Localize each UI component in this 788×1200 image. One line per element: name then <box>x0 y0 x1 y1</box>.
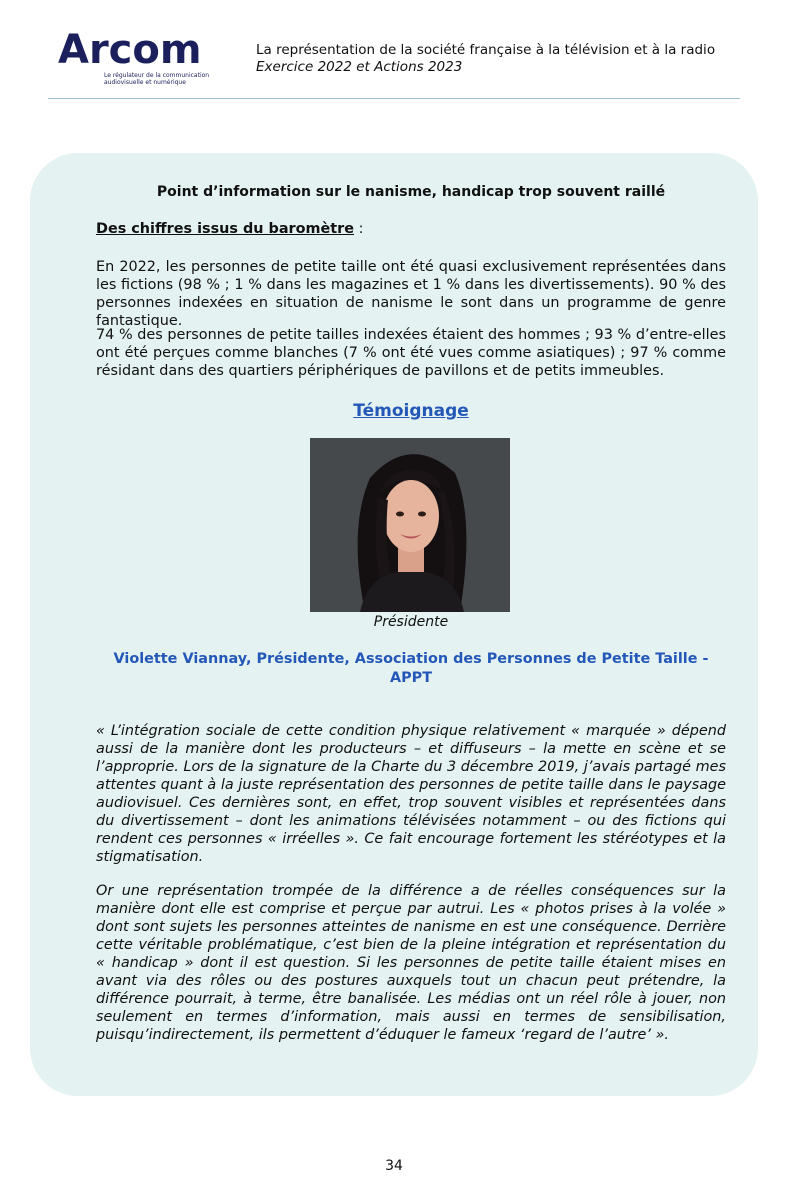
quote-paragraph-1: « L’intégration sociale de cette condition physique relativement « marquée » dépend aussi de la manière dont les producteurs – et diffuseurs – la mette en scène et se l’approprie. Lors de la signature de la Charte du 3 décembre 2019, j’avais partagé mes attentes quant à la juste représentation des personnes de petite taille dans le paysage audiovisuel. Ces dernières sont, en effet, trop souvent visibles et représentées dans du divertissement – dont les animations télévisées notamment – ou des fictions qui rendent ces personnes « irréelles ». Ce fait encourage fortement les stéréotypes et la stigmatisation. <box>96 723 726 865</box>
logo-tagline: Le régulateur de la communication audiovisuelle et numérique <box>104 72 210 86</box>
subheading-label: Des chiffres issus du baromètre <box>96 221 355 237</box>
paragraph-stats-1: En 2022, les personnes de petite taille ont été quasi exclusivement représentées dans les fictions (98 % ; 1 % dans les magazines et 1 % dans les divertissements). 90 % des personnes indexées en situation de nanisme le sont dans un programme de genre fantastique. <box>96 259 726 329</box>
paragraph-stats-2: 74 % des personnes de petite tailles indexées étaient des hommes ; 93 % d’entre-elles ont été perçues comme blanches (7 % ont été vues comme asiatiques) ; 97 % comme résidant dans des quartiers périphériques de pavillons et de petits immeubles. <box>96 327 726 379</box>
logo-wordmark: Arcom <box>58 27 202 73</box>
portrait-illustration <box>310 438 510 612</box>
subheading <box>96 220 726 238</box>
header-divider <box>48 98 740 99</box>
box-title: Point d’information sur le nanisme, handicap trop souvent raillé <box>156 184 666 200</box>
subheading-suffix: : <box>354 221 364 237</box>
header-title: La représentation de la société française à la télévision et à la radio <box>256 42 716 58</box>
quote-paragraph-2: Or une représentation trompée de la différence a de réelles conséquences sur la manière dont elle est comprise et perçue par autrui. Les « photos prises à la volée » dont sont sujets les personnes atteintes de nanisme en est une conséquence. Derrière cette véritable problématique, c’est bien de la pleine intégration et représentation du « handicap » dont il est question. Si les personnes de petite taille étaient mises en avant via des rôles ou des postures auxquels tout un chacun peut prétendre, la différence pourrait, à terme, être banalisée. Les médias ont un réel rôle à jouer, non seulement en termes d’information, mais aussi en termes de sensibilisation, puisqu’indirectement, ils permettent d’éduquer le fameux ‘regard de l’autre’ ». <box>96 883 726 1043</box>
photo-caption: Présidente <box>373 614 449 630</box>
header-subtitle: Exercice 2022 et Actions 2023 <box>256 59 463 75</box>
portrait-photo <box>310 438 510 612</box>
temoignage-heading: Témoignage <box>353 401 469 421</box>
witness-attribution: Violette Viannay, Présidente, Association des Personnes de Petite Taille - APPT <box>113 651 709 686</box>
arcom-logo <box>58 28 218 88</box>
page-number: 34 <box>385 1158 403 1174</box>
header-text <box>256 42 715 76</box>
